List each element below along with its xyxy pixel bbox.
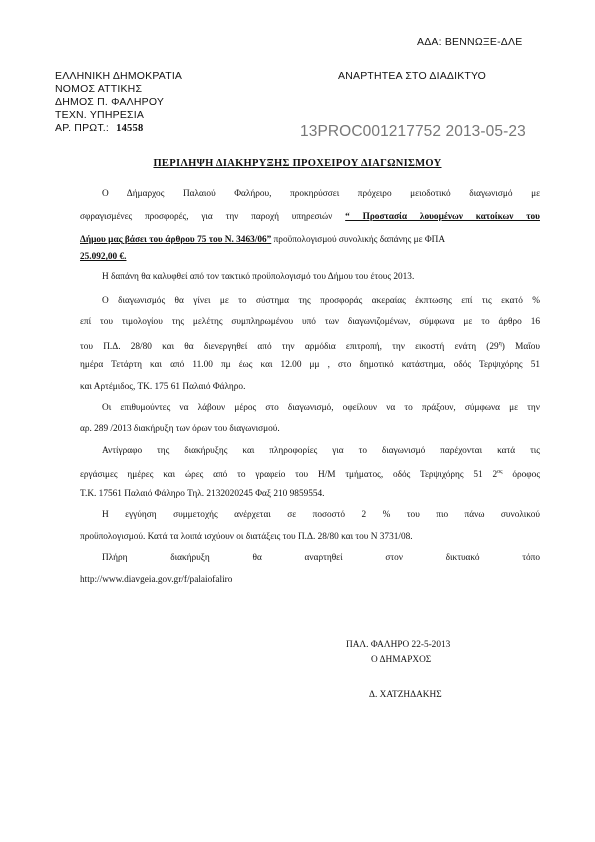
p3-line-3-sup: η: [498, 341, 502, 347]
p3-line-3: [80, 336, 540, 353]
p1-line-3: [80, 232, 540, 249]
p3-line-4: ημέρα Τετάρτη και από 11.00 πμ έως και 12.00 μμ , στο δημοτικό κατάστημα, οδός Τερψιχόρης 51: [80, 360, 540, 370]
p6-line-2: προϋπολογισμού. Κατά τα λοιπά ισχύουν οι διατάξεις του Π.Δ. 28/80 και του Ν 3731/08.: [80, 532, 413, 542]
p4-line-2: αρ. 289 /2013 διακήρυξη των όρων του διαγωνισμού.: [80, 424, 280, 434]
p7-line-1: Πλήρη διακήρυξη θα αναρτηθεί στον δικτυακό τόπο: [102, 553, 540, 563]
p5-line-2-text-a: εργάσιμες ημέρες και ώρες από το γραφείο του Η/Μ τμήματος, οδός Τερψιχόρης 51 2: [80, 470, 498, 481]
p5-line-3: Τ.Κ. 17561 Παλαιό Φάληρο Τηλ. 2132020245 Φαξ 210 9859554.: [80, 489, 325, 499]
p5-line-1: Αντίγραφο της διακήρυξης και πληροφορίες για το διαγωνισμό παρέχονται κατά τις: [102, 446, 540, 456]
p3-line-5: και Αρτέμιδος, ΤΚ. 175 61 Παλαιό Φάληρο.: [80, 382, 246, 392]
p3-line-3-text-a: του Π.Δ. 28/80 και θα διενεργηθεί από την αρμόδια επιτροπή, την εικοστή ενάτη (29: [80, 342, 499, 353]
p1-line-1: Ο Δήμαρχος Παλαιού Φαλήρου, προκηρύσσει πρόχειρο μειοδοτικό διαγωνισμό με: [102, 189, 540, 199]
p1-line-3-text: προϋπολογισμού συνολικής δαπάνης με ΦΠΑ: [273, 235, 446, 245]
p5-line-2-text-b: όροφος: [502, 470, 540, 481]
diavgeia-link[interactable]: http://www.diavgeia.gov.gr/f/palaiofaliro: [80, 575, 233, 585]
p1-line-4: [80, 249, 540, 266]
p7-line-2: [80, 572, 540, 589]
protocol-number: [55, 122, 143, 136]
header-country: ΕΛΛΗΝΙΚΗ ΔΗΜΟΚΡΑΤΙΑ: [55, 70, 183, 82]
service-title-part-1: “ Προστασία λουομένων κατοίκων του: [345, 212, 540, 222]
signatory-role: Ο ΔΗΜΑΡΧΟΣ: [371, 655, 432, 665]
p3-line-2: επί του τιμολογίου της μελέτης συμπληρωμένου υπό των διαγωνιζομένων, σύμφωνα με το άρθρο 16: [80, 317, 540, 327]
place-date: ΠΑΛ. ΦΑΛΗΡΟ 22-5-2013: [346, 640, 451, 650]
p1-line-2: [80, 209, 540, 226]
p4-line-1: Οι επιθυμούντες να λάβουν μέρος στο διαγωνισμό, οφείλουν να το πράξουν, σύμφωνα με την: [102, 403, 540, 413]
post-online-notice: ΑΝΑΡΤΗΤΕΑ ΣΤΟ ΔΙΑΔΙΚΤΥΟ: [338, 70, 487, 82]
total-budget: 25.092,00 €.: [80, 252, 127, 262]
service-title-part-2: Δήμου μας βάσει του άρθρου 75 του Ν. 3463/06”: [80, 235, 272, 245]
ada-code: ΑΔΑ: ΒΕΝΝΩΞΕ-ΔΛΕ: [417, 36, 523, 48]
header-municipality: ΔΗΜΟΣ Π. ΦΑΛΗΡΟΥ: [55, 96, 165, 108]
signatory-name: Δ. ΧΑΤΖΗΔΑΚΗΣ: [369, 690, 442, 700]
p5-line-2: [80, 464, 540, 481]
p2-line-1: Η δαπάνη θα καλυφθεί από τον τακτικό προϋπολογισμό του Δήμου του έτους 2013.: [102, 272, 415, 282]
p3-line-1: Ο διαγωνισμός θα γίνει με το σύστημα της προσφοράς ακεραίας έκπτωσης επί τις εκατό %: [102, 296, 540, 306]
p3-line-3-text-b: ) Μαΐου: [501, 342, 540, 353]
protocol-value: 14558: [116, 123, 144, 134]
protocol-label: ΑΡ. ΠΡΩΤ.:: [55, 122, 110, 134]
p6-line-1: Η εγγύηση συμμετοχής ανέρχεται σε ποσοστό 2 % του πιο πάνω συνολικού: [102, 510, 540, 520]
header-prefecture: ΝΟΜΟΣ ΑΤΤΙΚΗΣ: [55, 83, 143, 95]
header-department: ΤΕΧΝ. ΥΠΗΡΕΣΙΑ: [55, 109, 145, 121]
p1-line-2-text: σφραγισμένες προσφορές, για την παροχή υπηρεσιών: [80, 212, 333, 222]
reference-code: 13PROC001217752 2013-05-23: [300, 123, 526, 140]
page-title: ΠΕΡΙΛΗΨΗ ΔΙΑΚΗΡΥΞΗΣ ΠΡΟΧΕΙΡΟΥ ΔΙΑΓΩΝΙΣΜΟΥ: [153, 158, 442, 169]
p5-line-2-sup: ος: [497, 469, 503, 475]
